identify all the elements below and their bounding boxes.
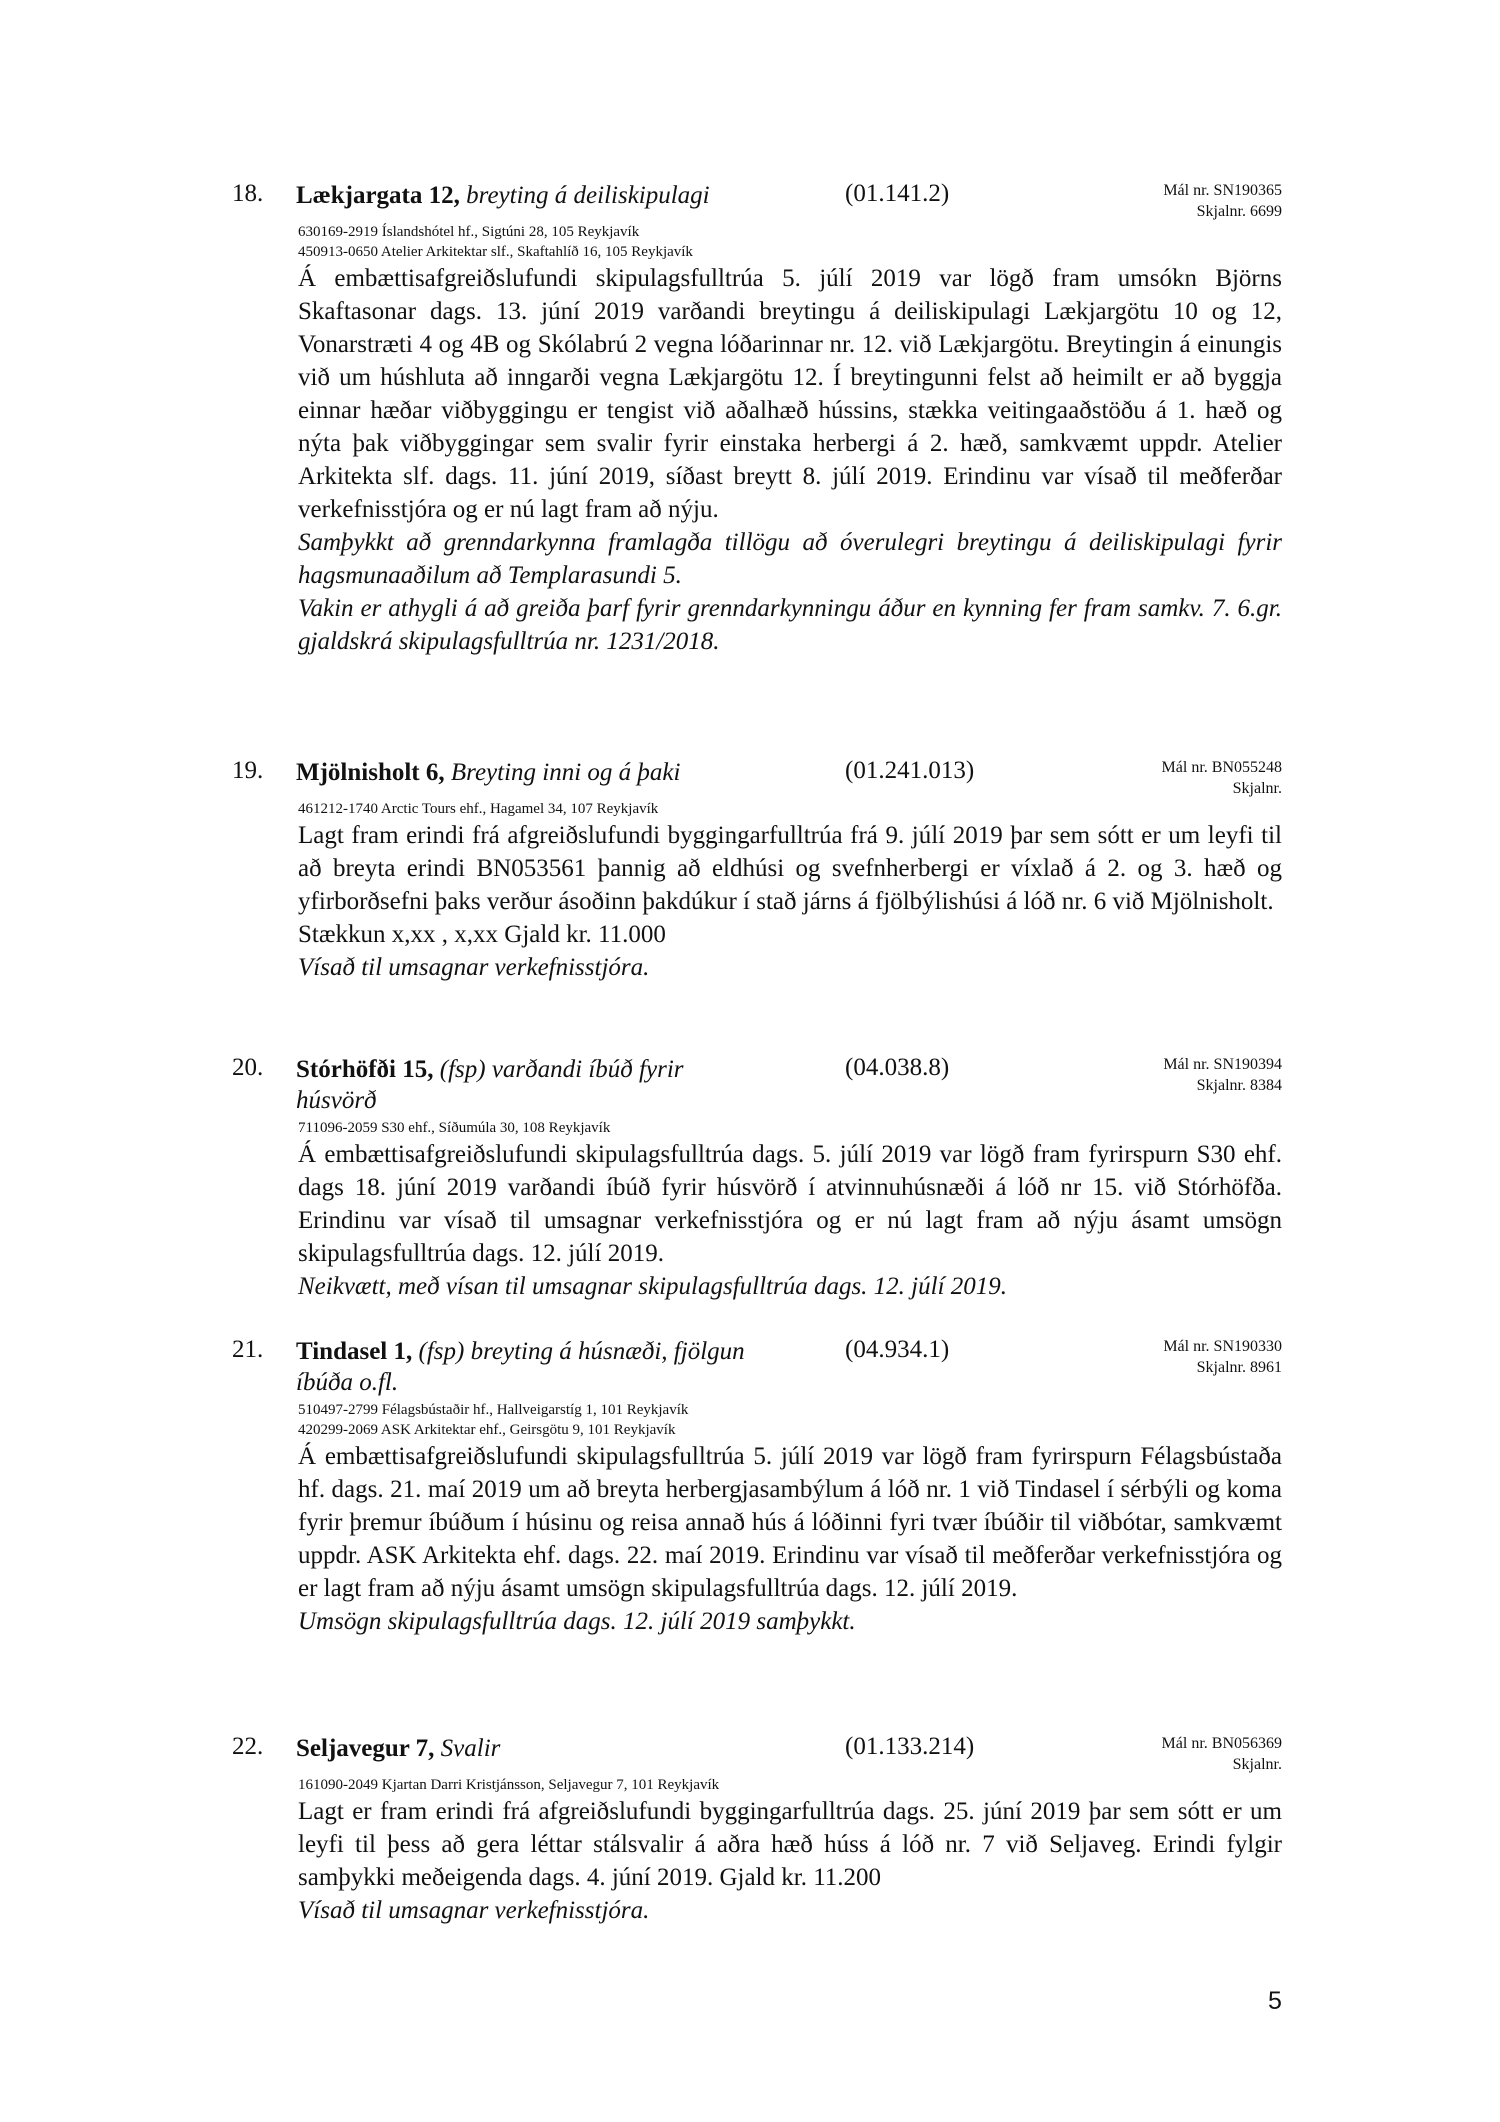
item-body (298, 262, 1282, 658)
item-title (296, 1054, 751, 1116)
document-number: Skjalnr. 6699 (1196, 203, 1282, 220)
applicant: 510497-2799 Félagsbústaðir hf., Hallveigarstíg 1, 101 Reykjavík (298, 1402, 689, 1418)
applicant: 711096-2059 S30 ehf., Síðumúla 30, 108 Reykjavík (298, 1120, 611, 1136)
item-body (298, 819, 1282, 984)
item-text: Á embættisafgreiðslufundi skipulagsfulltrúa 5. júlí 2019 var lögð fram umsókn Björns Skaftasonar dags. 13. júní 2019 varðandi breytingu á deiliskipulagi Lækjargötu 10 og 12, Vonarstræti 4 og 4B og Skólabrú 2 vegna lóðarinnar nr. 12. við Lækjargötu. Breytingin á einungis við um húshluta að inngarði vegna Lækjargötu 12. Í breytingunni felst að heimilt er að byggja einnar hæðar viðbyggingu er tengist við aðalhæð hússins, stækka veitingaaðstöðu á 1. hæð og nýta þak viðbyggingar sem svalir fyrir einstaka herbergi á 2. hæð, samkvæmt uppdr. Atelier Arkitekta slf. dags. 11. júní 2019, síðast breytt 8. júlí 2019. Erindinu var vísað til meðferðar verkefnisstjóra og er nú lagt fram að nýju. (298, 265, 1282, 523)
item-number: 20. (232, 1054, 264, 1081)
case-meta (1163, 180, 1282, 222)
item-address: Stórhöfði 15, (296, 1056, 434, 1083)
applicant: 630169-2919 Íslandshótel hf., Sigtúni 28, 105 Reykjavík (298, 224, 640, 240)
land-code: (04.934.1) (845, 1336, 950, 1363)
item-text: Lagt fram erindi frá afgreiðslufundi byggingarfulltrúa frá 9. júlí 2019 þar sem sótt er um leyfi til að breyta erindi BN053561 þannig að eldhúsi og svefnherbergi er víxlað á 2. og 3. hæð og yfirborðsefni þaks verður ásoðinn þakdúkur í stað járns á fjölbýlishúsi á lóð nr. 6 við Mjölnisholt. (298, 822, 1282, 915)
item-number: 21. (232, 1336, 264, 1363)
item-address: Mjölnisholt 6, (296, 759, 445, 786)
item-text: Á embættisafgreiðslufundi skipulagsfulltrúa dags. 5. júlí 2019 var lögð fram fyrirspurn S30 ehf. dags 18. júní 2019 varðandi íbúð fyrir húsvörð í atvinnuhúsnæði á lóð nr 15. við Stórhöfða. Erindinu var vísað til umsagnar verkefnisstjóra og er nú lagt fram að nýju ásamt umsögn skipulagsfulltrúa dags. 12. júlí 2019. (298, 1141, 1282, 1267)
item-number: 19. (232, 757, 264, 784)
item-subject: breyting á deiliskipulagi (466, 182, 710, 209)
item-title (296, 180, 816, 211)
item-body (298, 1440, 1282, 1638)
land-code: (01.241.013) (845, 757, 975, 784)
document-number: Skjalnr. 8384 (1196, 1077, 1282, 1094)
item-decision: Samþykkt að grenndarkynna framlagða tillögu að óverulegri breytingu á deiliskipulagi fyrir hagsmunaaðilum að Templarasundi 5. (298, 529, 1282, 589)
applicant: 420299-2069 ASK Arkitektar ehf., Geirsgötu 9, 101 Reykjavík (298, 1422, 676, 1438)
land-code: (01.133.214) (845, 1733, 975, 1760)
applicants (298, 222, 693, 262)
item-title (296, 1733, 816, 1764)
item-subject: (fsp) breyting á húsnæði, fjölgun íbúða o.fl. (296, 1338, 745, 1396)
document-number: Skjalnr. (1232, 780, 1282, 797)
item-decision: Vísað til umsagnar verkefnisstjóra. (298, 954, 650, 981)
item-extra: Stækkun x,xx , x,xx Gjald kr. 11.000 (298, 921, 666, 948)
applicants (298, 1400, 688, 1440)
document-number: Skjalnr. (1232, 1756, 1282, 1773)
item-subject: (fsp) varðandi íbúð fyrir húsvörð (296, 1056, 684, 1114)
case-meta (1162, 1733, 1282, 1775)
item-number: 18. (232, 180, 264, 207)
case-meta (1163, 1054, 1282, 1096)
item-address: Tindasel 1, (296, 1338, 413, 1365)
item-subject: Breyting inni og á þaki (450, 759, 681, 786)
case-number: Mál nr. BN056369 (1161, 1735, 1282, 1752)
case-meta (1163, 1336, 1282, 1378)
land-code: (04.038.8) (845, 1054, 950, 1081)
land-code: (01.141.2) (845, 180, 950, 207)
item-title (296, 757, 816, 788)
case-number: Mál nr. SN190394 (1163, 1056, 1282, 1073)
item-decision: Vísað til umsagnar verkefnisstjóra. (298, 1897, 650, 1924)
applicant: 461212-1740 Arctic Tours ehf., Hagamel 34, 107 Reykjavík (298, 801, 659, 817)
item-decision: Neikvætt, með vísan til umsagnar skipulagsfulltrúa dags. 12. júlí 2019. (298, 1273, 1008, 1300)
case-number: Mál nr. SN190365 (1163, 182, 1282, 199)
item-body (298, 1138, 1282, 1303)
applicant: 450913-0650 Atelier Arkitektar slf., Skaftahlíð 16, 105 Reykjavík (298, 244, 693, 260)
document-number: Skjalnr. 8961 (1196, 1359, 1282, 1376)
case-meta (1162, 757, 1282, 799)
item-address: Lækjargata 12, (296, 182, 460, 209)
page-number: 5 (1268, 1987, 1282, 2015)
case-number: Mál nr. BN055248 (1161, 759, 1282, 776)
applicants (298, 1118, 610, 1138)
applicants (298, 1775, 719, 1795)
applicant: 161090-2049 Kjartan Darri Kristjánsson, Seljavegur 7, 101 Reykjavík (298, 1777, 720, 1793)
applicants (298, 799, 658, 819)
item-text: Lagt er fram erindi frá afgreiðslufundi byggingarfulltrúa dags. 25. júní 2019 þar sem sótt er um leyfi til þess að gera léttar stálsvalir á aðra hæð húss á lóð nr. 7 við Seljaveg. Erindi fylgir samþykki meðeigenda dags. 4. júní 2019. Gjald kr. 11.200 (298, 1798, 1282, 1891)
item-decision: Vakin er athygli á að greiða þarf fyrir grenndarkynningu áður en kynning fer fram samkv. 7. 6.gr. gjaldskrá skipulagsfulltrúa nr. 1231/2018. (298, 595, 1282, 655)
item-subject: Svalir (440, 1735, 501, 1762)
item-decision: Umsögn skipulagsfulltrúa dags. 12. júlí 2019 samþykkt. (298, 1608, 856, 1635)
item-body (298, 1795, 1282, 1927)
case-number: Mál nr. SN190330 (1163, 1338, 1282, 1355)
item-address: Seljavegur 7, (296, 1735, 435, 1762)
item-title (296, 1336, 806, 1398)
item-text: Á embættisafgreiðslufundi skipulagsfulltrúa 5. júlí 2019 var lögð fram fyrirspurn Félagsbústaða hf. dags. 21. maí 2019 um að breyta herbergjasambýlum á lóð nr. 1 við Tindasel í sérbýli og koma fyrir þremur íbúðum í húsinu og reisa annað hús á lóðinni fyri tvær íbúðir til viðbótar, samkvæmt uppdr. ASK Arkitekta ehf. dags. 22. maí 2019. Erindinu var vísað til meðferðar verkefnisstjóra og er lagt fram að nýju ásamt umsögn skipulagsfulltrúa dags. 12. júlí 2019. (298, 1443, 1282, 1602)
item-number: 22. (232, 1733, 264, 1760)
